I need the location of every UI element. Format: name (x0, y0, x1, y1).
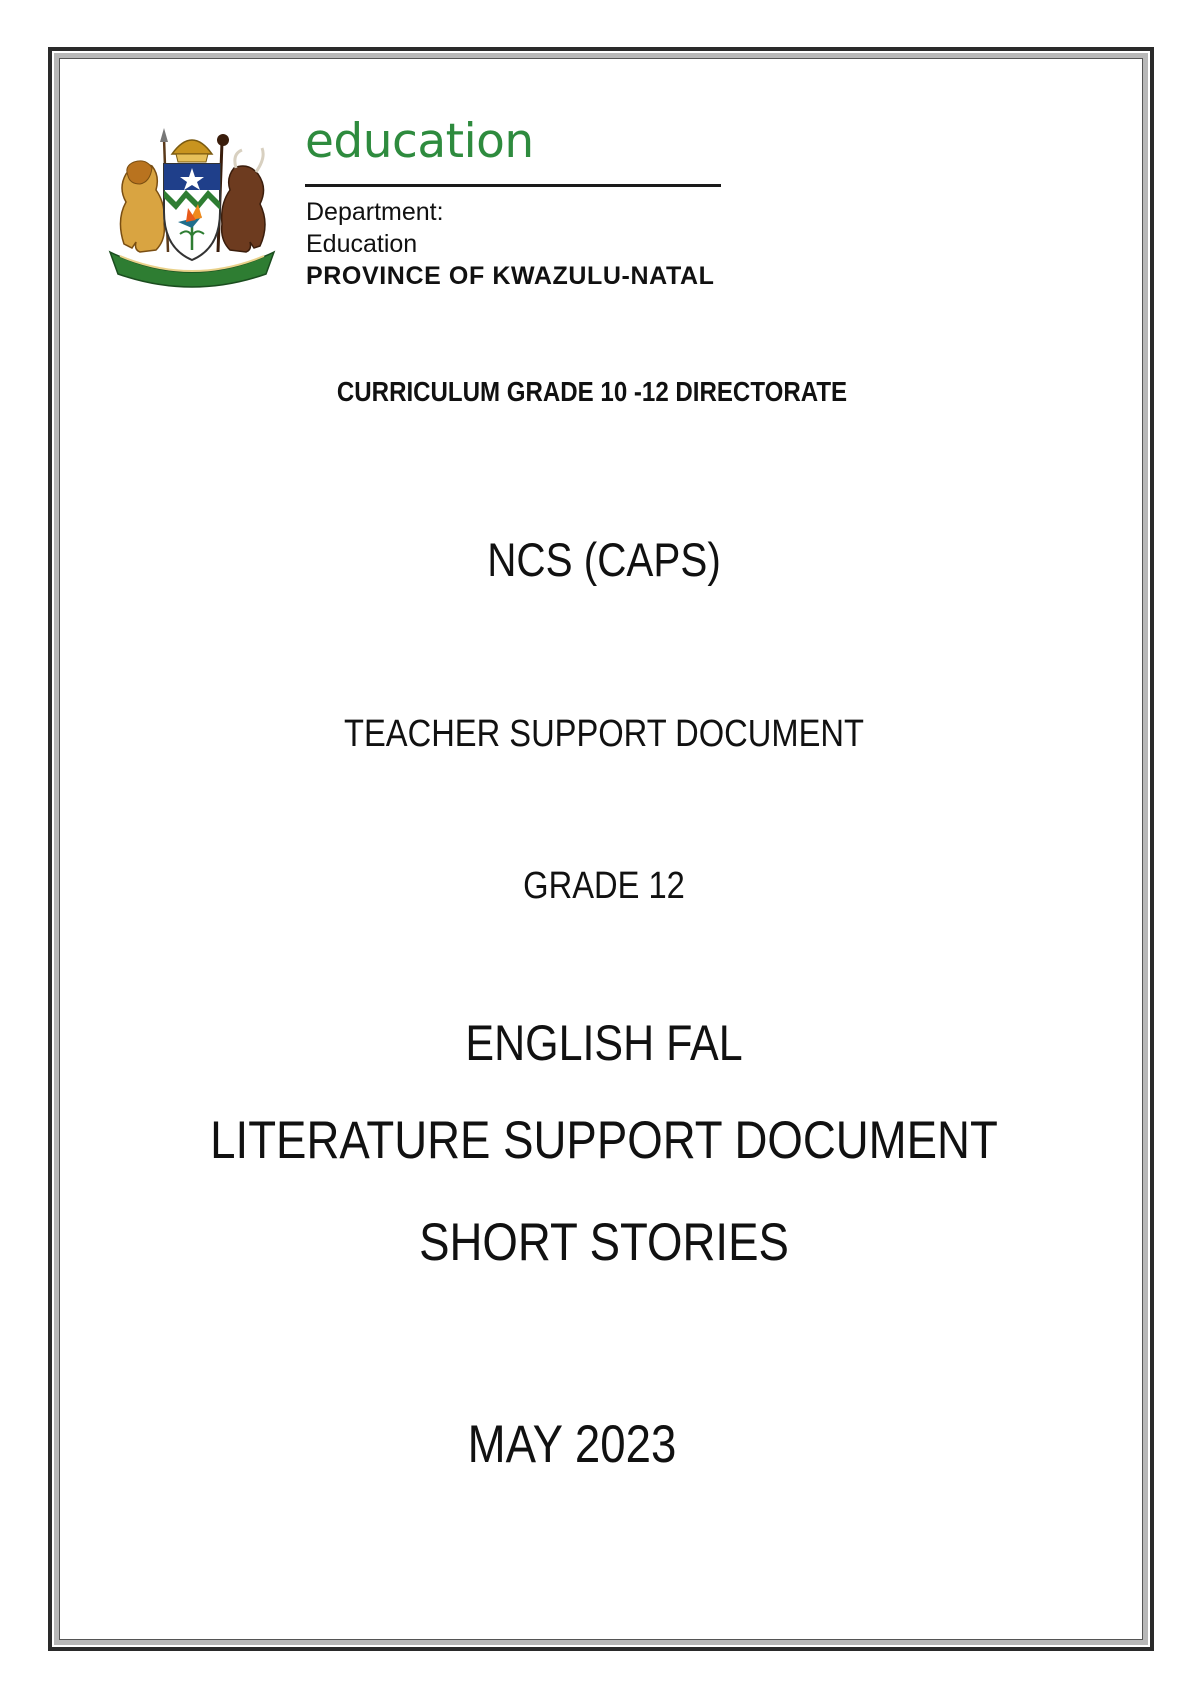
logo-wordmark: education (305, 114, 534, 169)
document-type: TEACHER SUPPORT DOCUMENT (344, 713, 864, 755)
topic-title: SHORT STORIES (419, 1213, 789, 1272)
province-name: PROVINCE OF KWAZULU-NATAL (306, 262, 715, 290)
department-label: Department: (306, 198, 444, 226)
coat-of-arms-icon (106, 124, 278, 290)
grade-label: GRADE 12 (523, 865, 685, 907)
directorate-heading: CURRICULUM GRADE 10 -12 DIRECTORATE (336, 376, 848, 407)
subject-title: ENGLISH FAL (465, 1015, 743, 1071)
logo-divider (305, 184, 721, 187)
publication-date: MAY 2023 (467, 1415, 677, 1474)
document-title: LITERATURE SUPPORT DOCUMENT (210, 1111, 998, 1170)
program-title: NCS (CAPS) (487, 533, 721, 586)
page-border-line (59, 58, 1143, 1640)
department-name: Education (306, 230, 418, 258)
